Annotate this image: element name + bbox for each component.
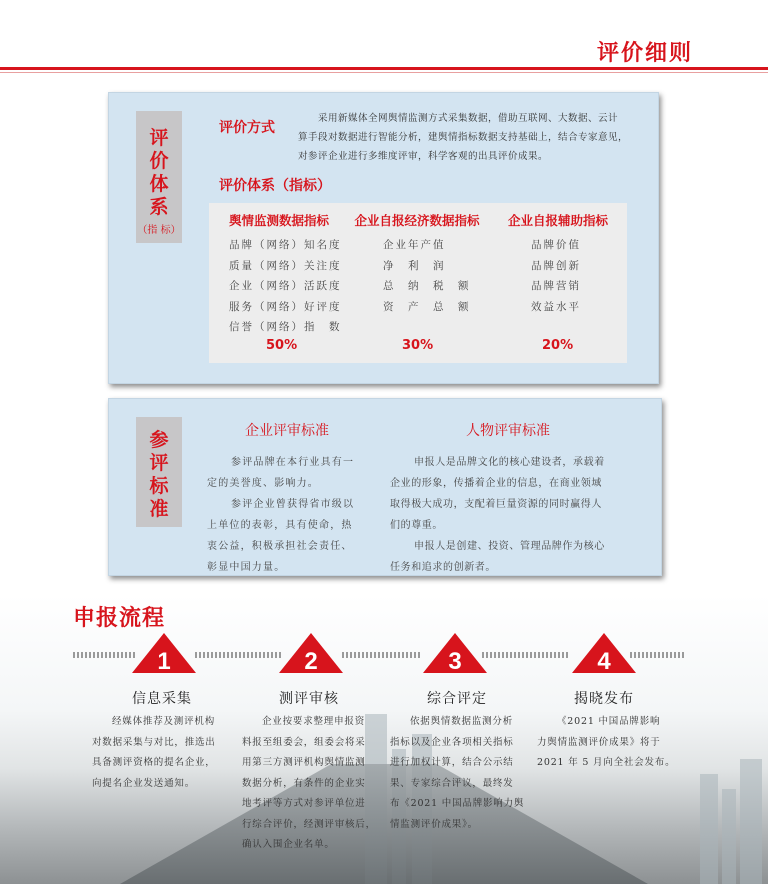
skyline-building	[700, 774, 718, 884]
indicator-item: 质量（网络）关注度	[229, 259, 342, 272]
side-title-char: 参	[149, 429, 169, 451]
indicator-column	[209, 203, 349, 338]
side-title-char: 价	[149, 150, 169, 172]
step-line: 用第三方测评机构舆情监测	[242, 757, 366, 768]
side-title-char: 体	[149, 173, 169, 195]
step-title: 测评审核	[279, 691, 339, 707]
method-line: 对参评企业进行多维度评审，科学客观的出具评价成果。	[298, 151, 549, 162]
step-line: 企业按要求整理申报资	[262, 716, 366, 727]
method-line: 采用新媒体全网舆情监测方式采集数据，借助互联网、大数据、云计	[318, 113, 619, 124]
side-title-char: 准	[149, 498, 169, 520]
indicator-item: 服务（网络）好评度	[229, 300, 342, 313]
step-title: 综合评定	[427, 691, 487, 707]
std-line: 彰显中国力量。	[207, 562, 286, 573]
step-line: 地考评等方式对参评单位进	[242, 798, 366, 809]
indicator-column	[351, 203, 483, 317]
indicator-item: 净 利 润	[383, 259, 446, 272]
step-number: 1	[157, 648, 171, 674]
indicator-column-title: 企业自报辅助指标	[507, 213, 608, 228]
eval-system-side-sub: （指 标）	[137, 225, 181, 236]
method-line: 算手段对数据进行智能分析，建舆情指标数据支持基础上，结合专家意见，	[298, 132, 629, 143]
system-label: 评价体系（指标）	[219, 178, 331, 194]
step-desc	[92, 712, 242, 794]
step-line: 果、专家综合评议，最终发	[390, 777, 514, 789]
std-line: 企业的形象，传播着企业的信息，在商业领域	[390, 478, 602, 489]
side-title-char: 系	[149, 196, 169, 218]
page-title: 评价细则	[596, 41, 693, 66]
person-standard-text	[390, 452, 640, 578]
std-line: 衷公益，积极承担社会责任、	[207, 541, 353, 552]
indicator-column-title: 企业自报经济数据指标	[354, 213, 480, 228]
step-3-badge	[422, 632, 488, 674]
standards-tab	[136, 417, 182, 527]
std-line: 定的美誉度、影响力。	[207, 478, 319, 489]
step-line: 指标以及企业各项相关指标	[390, 736, 514, 748]
indicator-item: 品牌价值	[531, 239, 581, 251]
indicator-column-title: 舆情监测数据指标	[228, 213, 329, 228]
std-line: 申报人是创建、投资、管理品牌作为核心	[414, 541, 605, 552]
step-number: 3	[448, 648, 462, 674]
step-line: 行综合评价，经测评审核后，	[242, 818, 376, 830]
indicator-item: 信誉（网络）指 数	[229, 321, 342, 333]
eval-system-side-title	[136, 127, 182, 219]
step-line: 进行加权计算，结合公示结	[390, 757, 514, 768]
std-line: 参评品牌在本行业具有一	[231, 457, 355, 468]
dash-divider	[73, 652, 135, 658]
indicator-item: 品牌创新	[531, 259, 581, 272]
step-number: 4	[597, 648, 611, 674]
step-1-badge	[131, 632, 197, 674]
step-4-badge	[571, 632, 637, 674]
indicator-item: 效益水平	[531, 300, 581, 313]
step-line: 经媒体推荐及测评机构	[112, 716, 216, 727]
step-line: 向提名企业发送通知。	[92, 777, 196, 789]
indicator-item: 总 纳 税 额	[383, 280, 471, 292]
std-line: 取得极大成功，支配着巨量资源的同时赢得人	[390, 499, 602, 510]
std-line: 任务和追求的创新者。	[390, 562, 496, 573]
enterprise-standard-title: 企业评审标准	[245, 423, 329, 439]
indicator-weight: 50%	[266, 338, 298, 353]
indicator-table	[209, 203, 627, 363]
step-title: 揭晓发布	[574, 691, 634, 707]
step-line: 情监测评价成果》。	[390, 818, 478, 830]
std-line: 们的尊重。	[390, 520, 443, 531]
indicator-item: 企业年产值	[383, 239, 446, 251]
method-label: 评价方式	[219, 120, 275, 136]
skyline-building	[722, 789, 736, 884]
step-2-badge	[278, 632, 344, 674]
std-line: 上单位的表彰，具有使命，热	[207, 520, 353, 531]
header-rule	[0, 67, 768, 70]
dash-divider	[195, 652, 283, 658]
method-text	[298, 109, 648, 166]
std-line: 参评企业曾获得省市级以	[231, 499, 355, 510]
indicator-item: 品牌营销	[531, 280, 581, 292]
dash-divider	[482, 652, 570, 658]
side-title-char: 标	[149, 475, 169, 497]
step-line: 2021 年 5 月向全社会发布。	[537, 757, 676, 768]
step-title: 信息采集	[132, 691, 192, 707]
step-line: 《2021 中国品牌影响	[557, 716, 661, 727]
step-line: 确认入围企业名单。	[242, 839, 335, 850]
standards-side-title	[136, 429, 182, 521]
step-desc	[537, 712, 687, 774]
process-title: 申报流程	[73, 606, 166, 631]
step-desc	[242, 712, 392, 856]
skyline-building	[740, 759, 762, 884]
step-line: 料报至组委会，组委会将采	[242, 736, 366, 748]
indicator-item: 企业（网络）活跃度	[229, 280, 342, 292]
step-desc	[390, 712, 540, 835]
step-line: 力舆情监测评价成果》将于	[537, 736, 661, 748]
enterprise-standard-text	[207, 452, 382, 578]
indicator-weight: 20%	[542, 338, 574, 353]
eval-system-tab	[136, 111, 182, 243]
step-line: 布《2021 中国品牌影响力舆	[390, 798, 525, 809]
step-number: 2	[304, 648, 318, 674]
dash-divider	[342, 652, 422, 658]
dash-divider	[630, 652, 685, 658]
std-line: 申报人是品牌文化的核心建设者，承载着	[414, 457, 605, 468]
person-standard-title: 人物评审标准	[466, 423, 550, 439]
step-line: 数据分析，有条件的企业实	[242, 777, 366, 789]
header-rule-thin	[0, 72, 768, 73]
indicator-item: 资 产 总 额	[383, 300, 471, 313]
step-line: 对数据采集与对比，推选出	[92, 736, 216, 748]
indicator-item: 品牌（网络）知名度	[229, 239, 342, 251]
indicator-weight: 30%	[402, 338, 434, 353]
step-line: 依据舆情数据监测分析	[410, 716, 514, 727]
step-line: 具备测评资格的提名企业，	[92, 757, 216, 768]
side-title-char: 评	[149, 127, 169, 149]
indicator-column	[499, 203, 617, 317]
side-title-char: 评	[149, 452, 169, 474]
